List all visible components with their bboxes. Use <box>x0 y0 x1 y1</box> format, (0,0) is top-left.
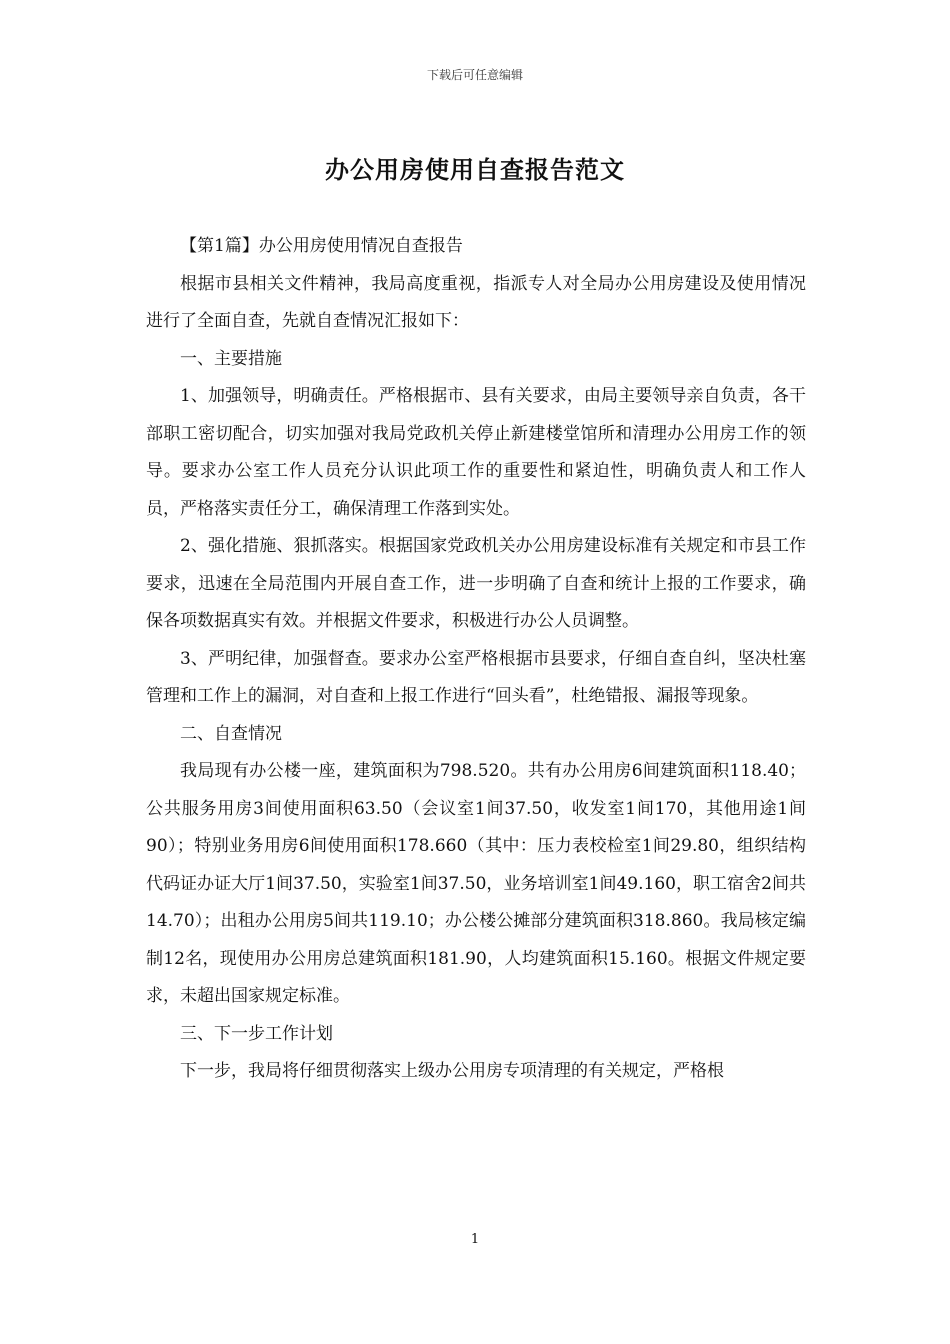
document-title: 办公用房使用自查报告范文 <box>325 155 625 184</box>
next-plan-paragraph: 下一步，我局将仔细贯彻落实上级办公用房专项清理的有关规定，严格根 <box>180 1061 724 1081</box>
measure-3-paragraph: 3、严明纪律，加强督查。要求办公室严格根据市县要求，仔细自查自纠，坚决杜塞管理和工作上的漏洞，对自查和上报工作进行“回头看”，杜绝错报、漏报等现象。 <box>146 648 806 706</box>
intro-paragraph: 根据市县相关文件精神，我局高度重视，指派专人对全局办公用房建设及使用情况进行了全面自查，先就自查情况汇报如下： <box>146 273 806 331</box>
section-heading-next-plan: 三、下一步工作计划 <box>180 1023 333 1044</box>
measure-2-paragraph: 2、强化措施、狠抓落实。根据国家党政机关办公用房建设标准有关规定和市县工作要求，迅速在全局范围内开展自查工作，进一步明确了自查和统计上报的工作要求，确保各项数据真实有效。并根据文件要求，积极进行办公人员调整。 <box>146 536 806 631</box>
section-heading-self-check: 二、自查情况 <box>180 723 282 744</box>
self-check-paragraph: 我局现有办公楼一座，建筑面积为798.520。共有办公用房6间建筑面积118.40；公共服务用房3间使用面积63.50（会议室1间37.50，收发室1间170，其他用途1间90）；特别业务用房6间使用面积178.660（其中：压力表校检室1间29.80，组织结构代码证办证大厅1间37.50，实验室1间37.50，业务培训室1间49.160，职工宿舍2间共14.70）；出租办公用房5间共119.10；办公楼公摊部分建筑面积318.860。我局核定编制12名，现使用办公用房总建筑面积181.90，人均建筑面积15.160。根据文件规定要求，未超出国家规定标准。 <box>146 761 806 1006</box>
measure-1-paragraph: 1、加强领导，明确责任。严格根据市、县有关要求，由局主要领导亲自负责，各干部职工密切配合，切实加强对我局党政机关停止新建楼堂馆所和清理办公用房工作的领导。要求办公室工作人员充分认识此项工作的重要性和紧迫性，明确负责人和工作人员，严格落实责任分工，确保清理工作落到实处。 <box>146 386 806 519</box>
document-body <box>146 228 806 1091</box>
page-number: 1 <box>470 1232 480 1247</box>
section-heading-measures: 一、主要措施 <box>180 348 282 369</box>
header-note: 下载后可任意编辑 <box>426 68 523 82</box>
section-heading-article-1: 【第1篇】办公用房使用情况自查报告 <box>180 236 463 256</box>
